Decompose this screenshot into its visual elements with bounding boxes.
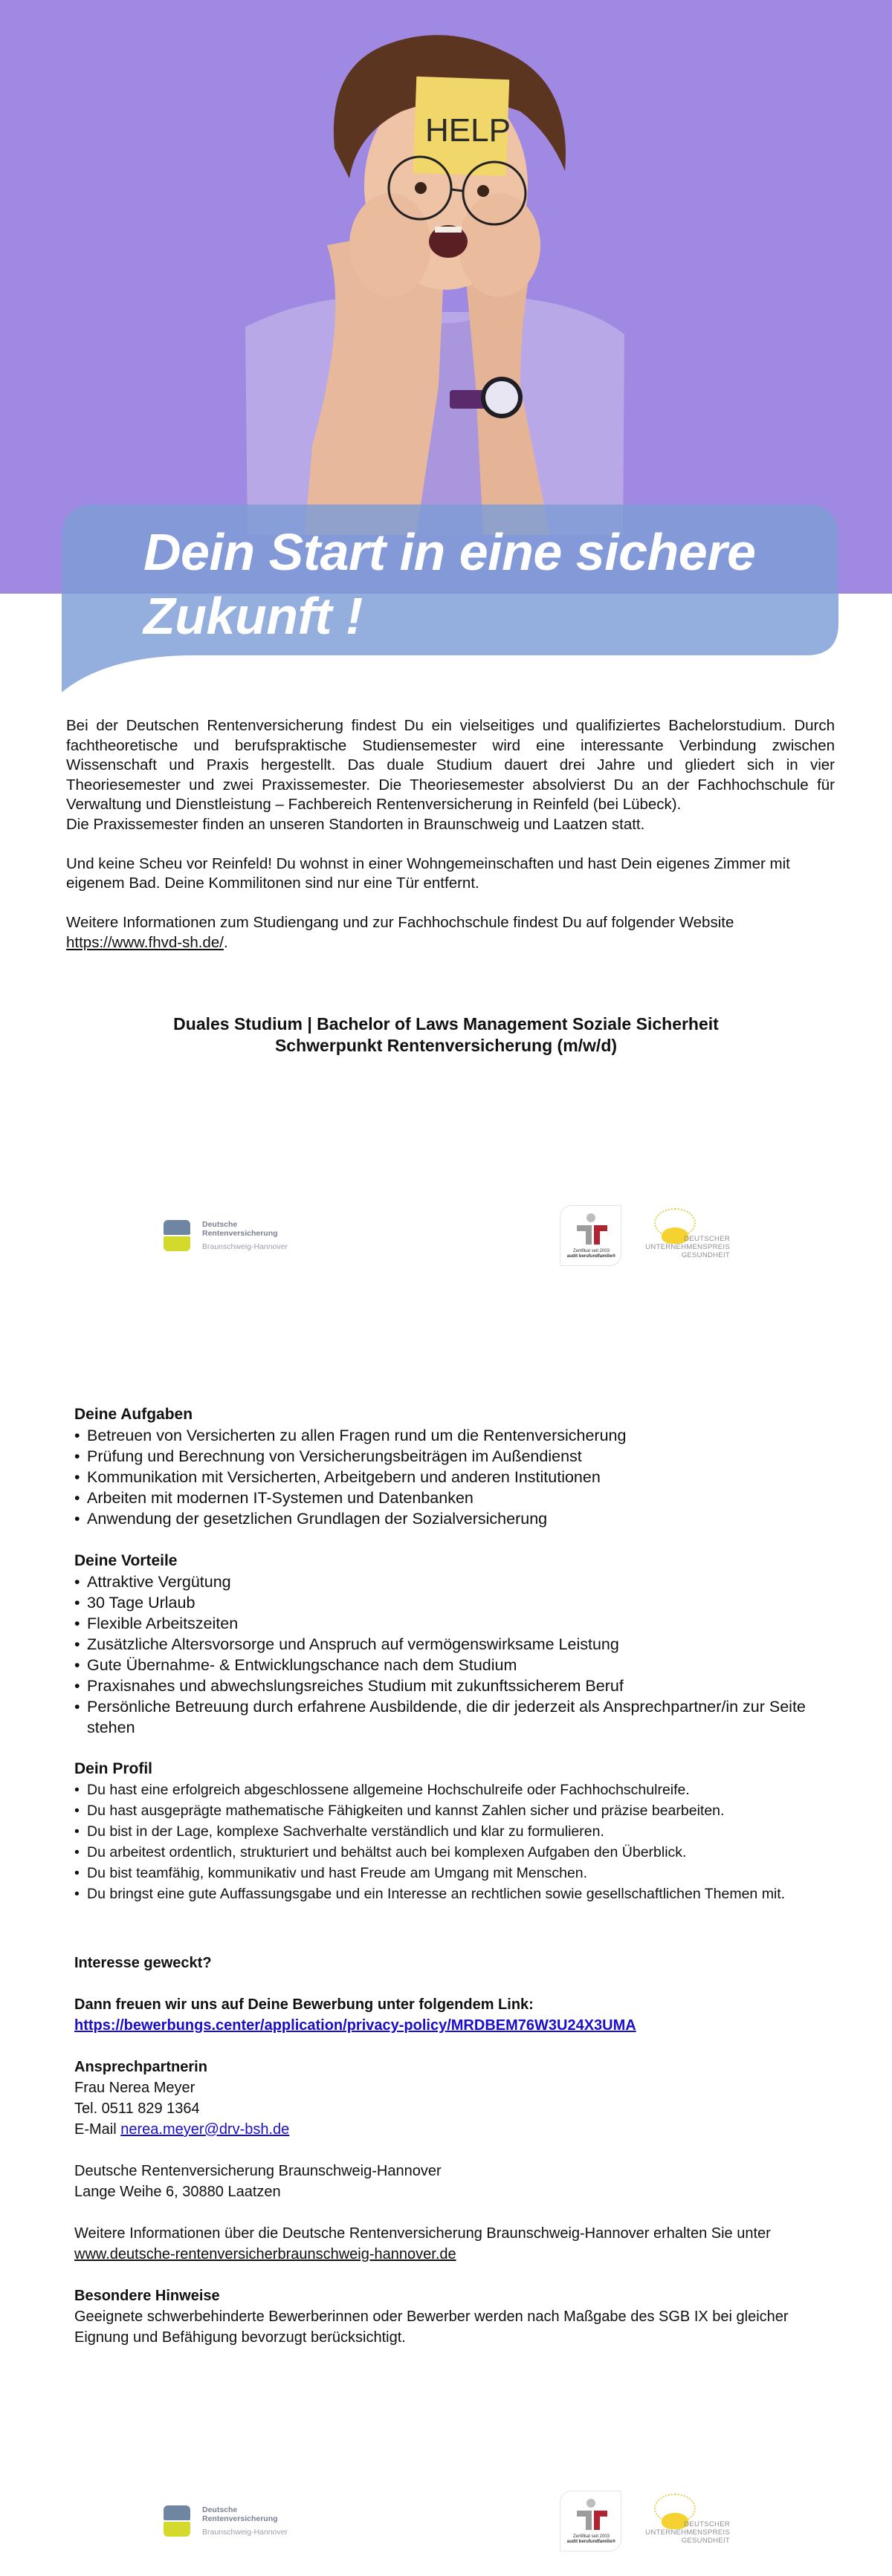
audit-berufundfamilie-logo: Zertifikat seit 2003 audit berufundfamilie® <box>560 2491 621 2551</box>
drv-website-link[interactable]: www.deutsche-rentenversicherbraunschweig-hannover.de <box>74 2246 456 2262</box>
hero-title-line2: Zukunft ! <box>143 587 363 645</box>
list-item: • 30 Tage Urlaub <box>74 1592 833 1613</box>
list-item: • Arbeiten mit modernen IT-Systemen und Datenbanken <box>74 1487 833 1508</box>
list-item: • Anwendung der gesetzlichen Grundlagen der Sozialversicherung <box>74 1508 833 1529</box>
drv-logo: Deutsche Rentenversicherung Braunschweig-Hannover <box>164 2505 290 2538</box>
fhvd-website-link[interactable]: https://www.fhvd-sh.de/ <box>66 933 224 951</box>
intro-paragraph: Weitere Informationen zum Studiengang und zur Fachhochschule findest Du auf folgender Website https://www.fhvd-sh.de/. <box>66 914 734 951</box>
drv-logo-mark-bottom <box>164 2522 190 2537</box>
contact-email-row: E-Mail nerea.meyer@drv-bsh.de <box>74 2121 290 2138</box>
notes-text: Geeignete schwerbehinderte Bewerberinnen oder Bewerber werden nach Maßgabe des SGB IX bei gleicher Eignung und Befähigung bevorzugt berücksichtigt. <box>74 2309 789 2346</box>
list-item: • Du hast ausgeprägte mathematische Fähigkeiten und kannst Zahlen sicher und präzise bearbeiten. <box>74 1800 833 1821</box>
list-item: • Du bist teamfähig, kommunikativ und hast Freude am Umgang mit Menschen. <box>74 1863 833 1884</box>
list-item: • Kommunikation mit Versicherten, Arbeitgebern und anderen Institutionen <box>74 1467 833 1487</box>
logo-row-top <box>0 1204 892 1271</box>
list-item: • Du bringst eine gute Auffassungsgabe und ein Interesse an rechtlichen sowie gesellschaftlichen Themen mit. <box>74 1884 833 1904</box>
unternehmenspreis-gesundheit-logo: DEUTSCHER UNTERNEHMENSPREIS GESUNDHEIT <box>648 1208 730 1268</box>
list-item: • Flexible Arbeitszeiten <box>74 1613 833 1634</box>
list-item: • Praxisnahes und abwechslungsreiches Studium mit zukunftssicherem Beruf <box>74 1675 833 1696</box>
list-item: • Du hast eine erfolgreich abgeschlossene allgemeine Hochschulreife oder Fachhochschulreife. <box>74 1779 833 1800</box>
more-info-text: Weitere Informationen über die Deutsche Rentenversicherung Braunschweig-Hannover erhalten Sie unter <box>74 2225 771 2242</box>
org-name: Deutsche Rentenversicherung Braunschweig-Hannover <box>74 2163 442 2179</box>
audit-berufundfamilie-logo: Zertifikat seit 2003 audit berufundfamilie® <box>560 1205 621 1266</box>
intro-paragraph: Und keine Scheu vor Reinfeld! Du wohnst in einer Wohngemeinschaften und hast Dein eigenes Zimmer mit eigenem Bad. Deine Kommilitonen sind nur eine Tür entfernt. <box>66 854 790 892</box>
intro-paragraph: Bei der Deutschen Rentenversicherung findest Du ein vielseitiges und qualifiziertes Bachelorstudium. Durch fachtheoretische und berufspraktische Studiensemester wird eine interessante Verbindung zwischen Wissenschaft und Praxis hergestellt. Das duale Studium dauert drei Jahre und gliedert sich in vier Theoriesemester und zwei Praxissemester. Die Theoriesemester absolvierst Du an der Fachhochschule für Verwaltung und Dienstleistung – Fachbereich Rentenversicherung in Reinfeld (bei Lübeck). <box>66 717 835 813</box>
apply-cta: Dann freuen wir uns auf Deine Bewerbung unter folgendem Link: <box>74 1996 534 2013</box>
job-title-line1: Duales Studium | Bachelor of Laws Management Soziale Sicherheit <box>173 1014 719 1034</box>
section-heading: Deine Aufgaben <box>74 1406 193 1423</box>
section-vorteile <box>74 1551 833 1738</box>
hero-title-line1: Dein Start in eine sichere <box>143 523 756 581</box>
intro-paragraph: Die Praxissemester finden an unseren Standorten in Braunschweig und Laatzen statt. <box>66 815 645 833</box>
org-address: Lange Weihe 6, 30880 Laatzen <box>74 2184 281 2200</box>
notes-heading: Besondere Hinweise <box>74 2288 220 2304</box>
svg-text:HELP: HELP <box>425 112 511 149</box>
drv-logo: Deutsche Rentenversicherung Braunschweig-Hannover <box>164 1220 290 1253</box>
logo-row-bottom <box>0 2489 892 2556</box>
application-link[interactable]: https://bewerbungs.center/application/privacy-policy/MRDBEM76W3U24X3UMA <box>74 2017 636 2034</box>
contact-email-link[interactable]: nerea.meyer@drv-bsh.de <box>120 2121 290 2138</box>
list-item: • Gute Übernahme- & Entwicklungschance nach dem Studium <box>74 1655 833 1675</box>
interest-heading: Interesse geweckt? <box>74 1955 212 1971</box>
list-item: • Du bist in der Lage, komplexe Sachverhalte verständlich und klar zu formulieren. <box>74 1821 833 1842</box>
contact-name: Frau Nerea Meyer <box>74 2080 195 2096</box>
list-item: • Du arbeitest ordentlich, strukturiert und behältst auch bei komplexen Aufgaben den Überblick. <box>74 1842 833 1863</box>
section-heading: Dein Profil <box>74 1760 153 1777</box>
job-title-line2: Schwerpunkt Rentenversicherung (m/w/d) <box>274 1036 618 1055</box>
section-aufgaben <box>74 1404 833 1529</box>
list-item: • Zusätzliche Altersvorsorge und Anspruch auf vermögenswirksame Leistung <box>74 1634 833 1655</box>
section-profil <box>74 1759 833 1904</box>
section-heading: Deine Vorteile <box>74 1552 178 1569</box>
contact-section <box>74 1953 833 2348</box>
job-title <box>0 1013 892 1057</box>
list-item: • Attraktive Vergütung <box>74 1571 833 1592</box>
list-item: • Prüfung und Berechnung von Versicherungsbeiträgen im Außendienst <box>74 1446 833 1467</box>
contact-heading: Ansprechpartnerin <box>74 2059 207 2075</box>
drv-logo-mark-bottom <box>164 1236 190 1251</box>
list-item: • Betreuen von Versicherten zu allen Fragen rund um die Rentenversicherung <box>74 1425 833 1446</box>
drv-logo-mark-top <box>164 2505 190 2520</box>
drv-logo-mark-top <box>164 1220 190 1235</box>
contact-phone: Tel. 0511 829 1364 <box>74 2100 200 2117</box>
hero-title <box>143 520 812 648</box>
list-item: • Persönliche Betreuung durch erfahrene Ausbildende, die dir jederzeit als Ansprechpartner/in zur Seite stehen <box>74 1696 833 1738</box>
unternehmenspreis-gesundheit-logo: DEUTSCHER UNTERNEHMENSPREIS GESUNDHEIT <box>648 2494 730 2553</box>
intro-text <box>66 716 835 953</box>
